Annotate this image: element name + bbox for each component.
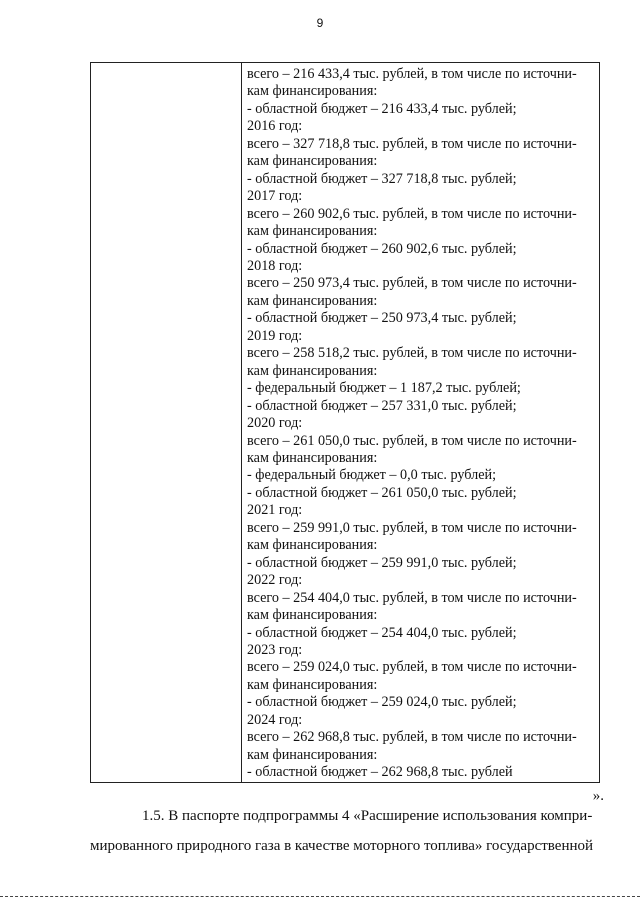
table-line: кам финансирования: [247,223,378,240]
page-number: 9 [316,16,324,30]
table-line: - федеральный бюджет – 1 187,2 тыс. рублей; [247,380,521,397]
financing-cell [247,66,595,782]
financing-table [90,62,600,783]
table-line: 2017 год: [247,188,303,205]
table-line: 2019 год: [247,327,303,344]
table-line: 2016 год: [247,118,303,135]
closing-quote: ». [592,788,604,804]
table-line: - областной бюджет – 327 718,8 тыс. рублей; [247,170,517,187]
table-line: 2018 год: [247,257,303,274]
table-line: кам финансирования: [247,292,378,309]
table-line: кам финансирования: [247,449,378,466]
table-column-divider [241,63,242,782]
table-line: - областной бюджет – 254 404,0 тыс. рублей; [247,624,517,641]
table-line: - областной бюджет – 216 433,4 тыс. рублей; [247,100,517,117]
footnote-separator [0,896,640,897]
table-line: всего – 262 968,8 тыс. рублей, в том числе по источни- [247,729,577,746]
table-line: кам финансирования: [247,537,378,554]
table-line: всего – 259 024,0 тыс. рублей, в том числе по источни- [247,659,577,676]
table-line: 2022 год: [247,572,303,589]
table-line: - областной бюджет – 257 331,0 тыс. рублей; [247,397,517,414]
table-line: всего – 260 902,6 тыс. рублей, в том числе по источни- [247,205,577,222]
table-line: всего – 259 991,0 тыс. рублей, в том числе по источни- [247,519,577,536]
table-line: - областной бюджет – 259 991,0 тыс. рублей; [247,554,517,571]
table-line: кам финансирования: [247,83,378,100]
table-line: - областной бюджет – 262 968,8 тыс. рублей [247,764,513,781]
table-line: кам финансирования: [247,607,378,624]
table-line: 2021 год: [247,502,303,519]
table-line: кам финансирования: [247,746,378,763]
table-line: всего – 254 404,0 тыс. рублей, в том числе по источни- [247,589,577,606]
table-line: кам финансирования: [247,676,378,693]
table-line: всего – 327 718,8 тыс. рублей, в том числе по источни- [247,135,577,152]
paragraph-line-1: 1.5. В паспорте подпрограммы 4 «Расширение использования компри- [142,808,593,824]
table-line: кам финансирования: [247,153,378,170]
table-line: всего – 250 973,4 тыс. рублей, в том числе по источни- [247,275,577,292]
table-line: всего – 216 433,4 тыс. рублей, в том числе по источни- [247,66,577,82]
paragraph-line-2: мированного природного газа в качестве моторного топлива» государственной [90,838,594,854]
table-line: 2024 год: [247,711,303,728]
table-line: - федеральный бюджет – 0,0 тыс. рублей; [247,467,497,484]
table-line: - областной бюджет – 250 973,4 тыс. рублей; [247,310,517,327]
table-line: - областной бюджет – 259 024,0 тыс. рублей; [247,694,517,711]
table-line: 2020 год: [247,415,303,432]
table-line: 2023 год: [247,641,303,658]
table-line: всего – 258 518,2 тыс. рублей, в том числе по источни- [247,345,577,362]
table-line: всего – 261 050,0 тыс. рублей, в том числе по источни- [247,432,577,449]
table-line: - областной бюджет – 260 902,6 тыс. рублей; [247,240,517,257]
table-line: - областной бюджет – 261 050,0 тыс. рублей; [247,484,517,501]
table-line: кам финансирования: [247,362,378,379]
